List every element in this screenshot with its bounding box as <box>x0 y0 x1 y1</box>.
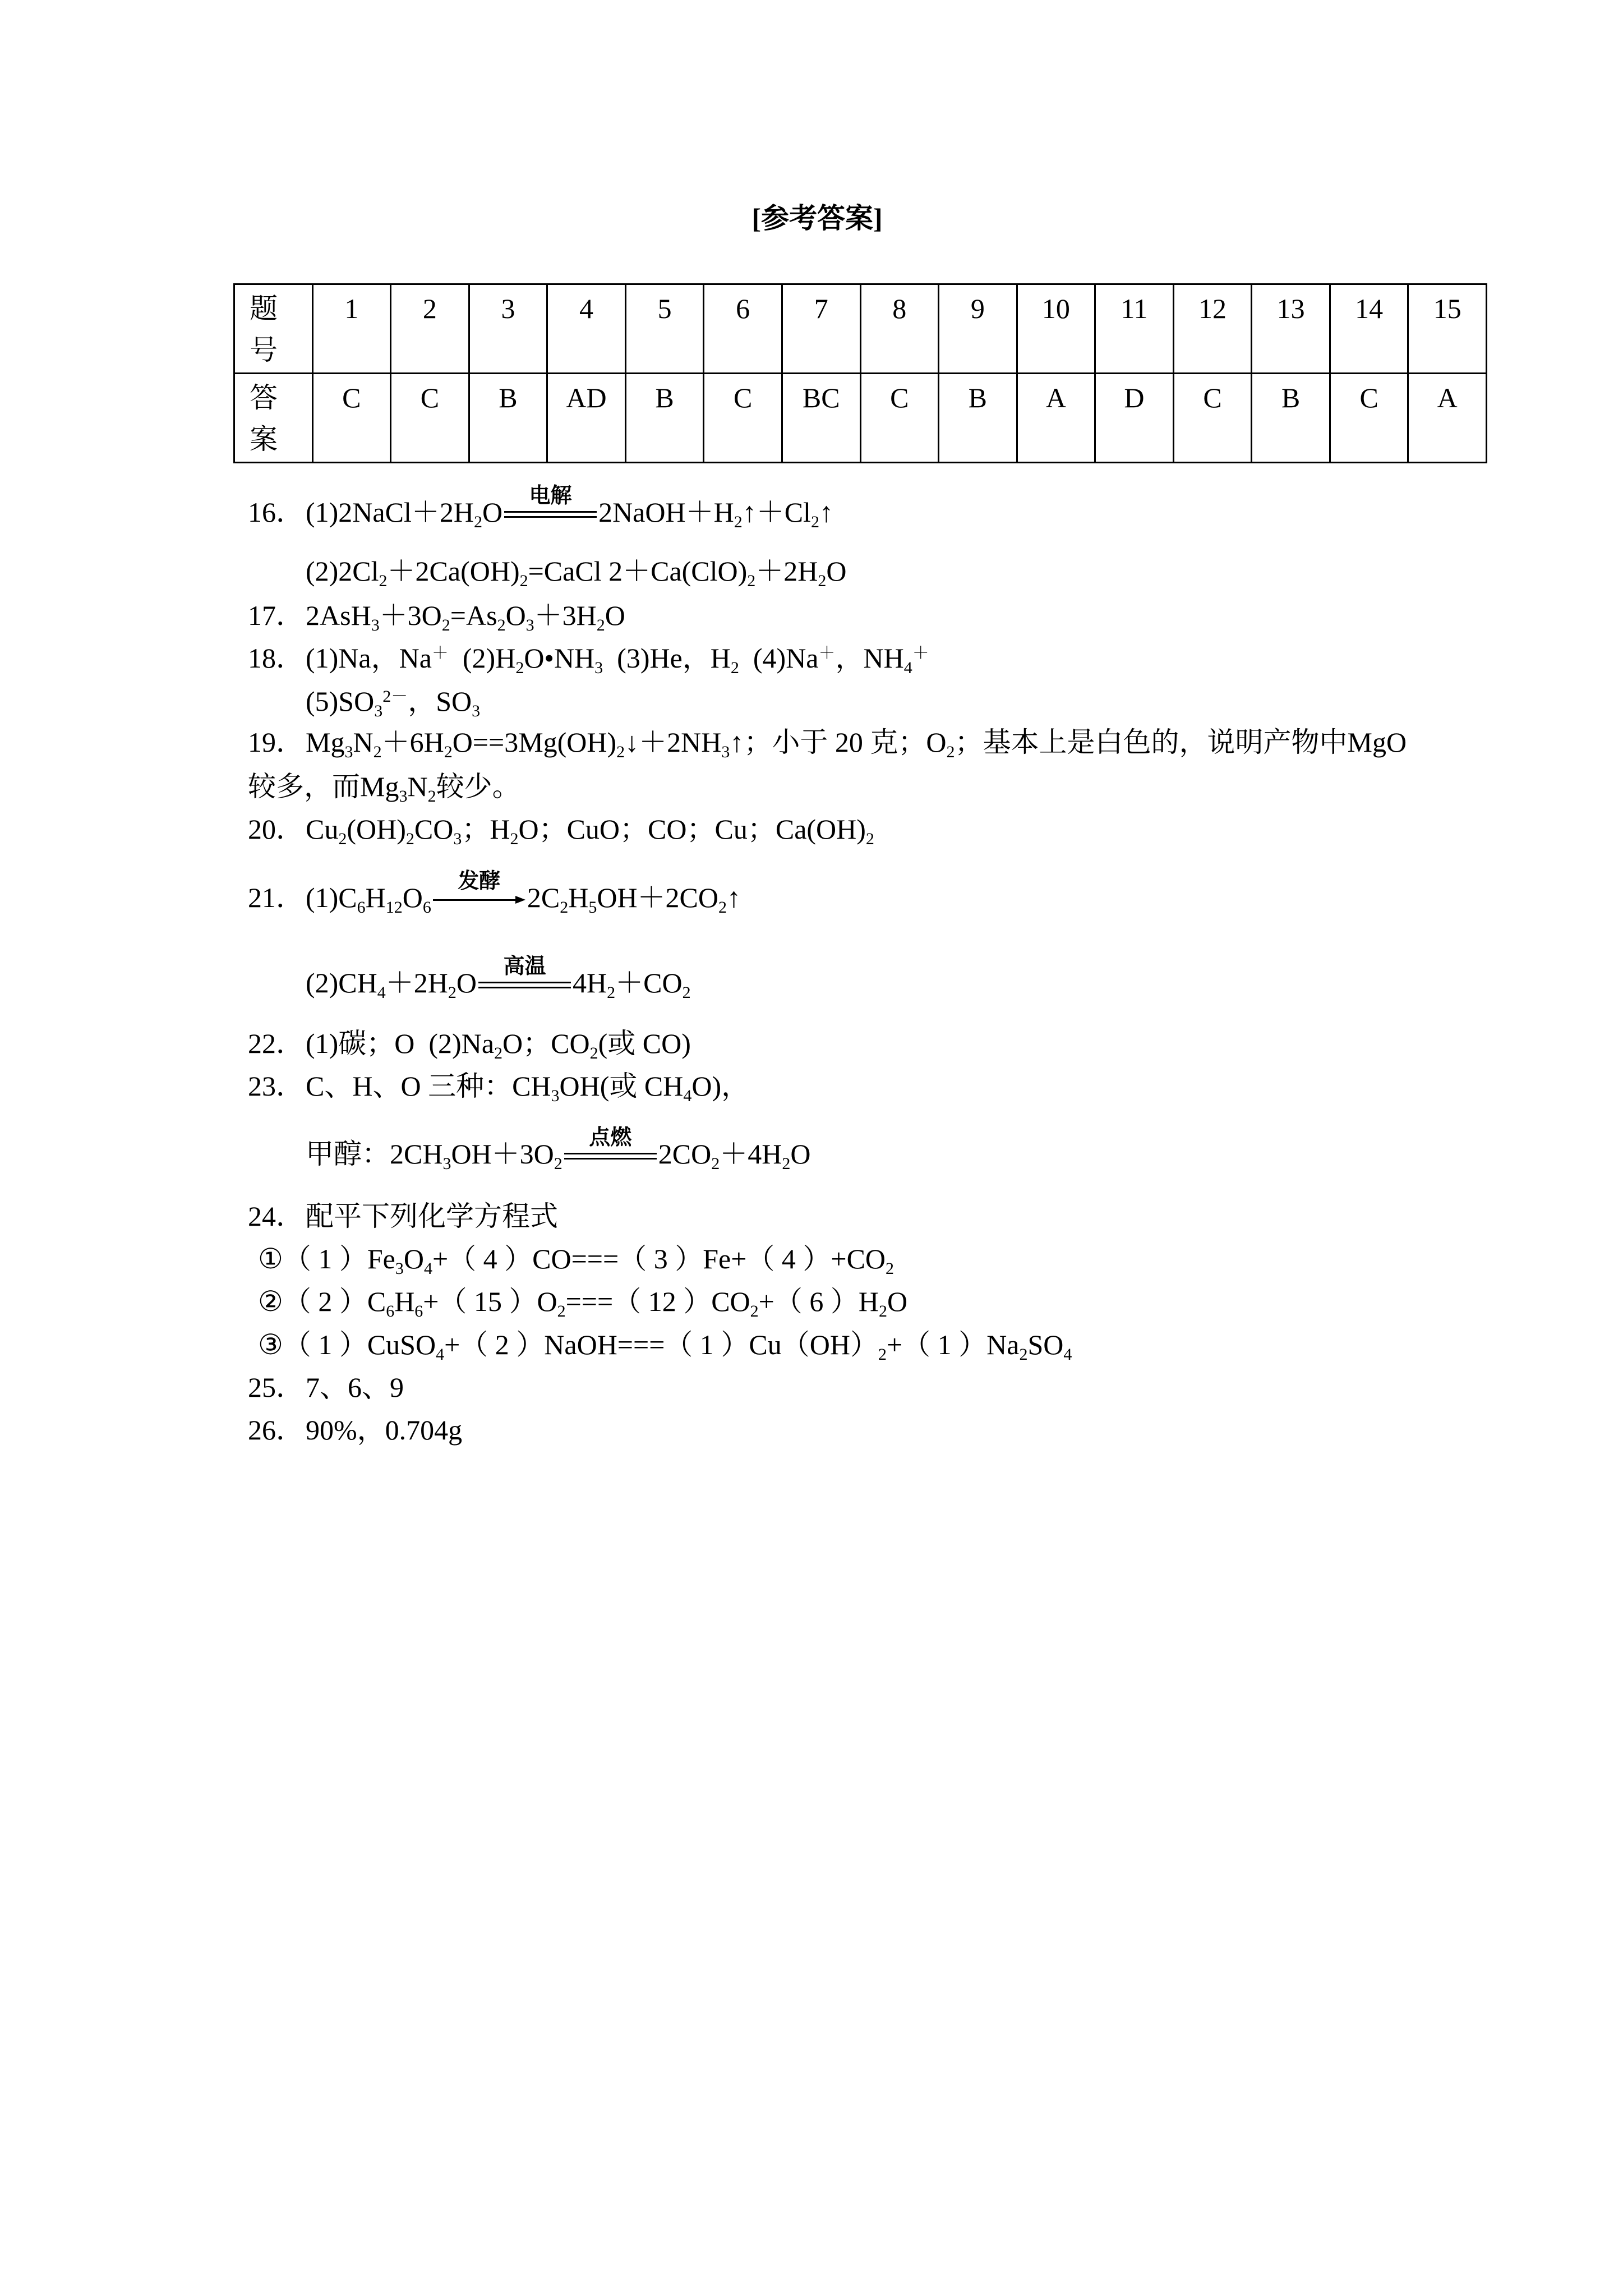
text-run: (4)Na <box>739 642 819 674</box>
row-label-cell <box>234 284 313 374</box>
text-run: (1)Na，Na <box>306 642 432 674</box>
answer-23-line-1 <box>248 1066 749 1106</box>
text-run: O <box>826 555 847 587</box>
text-run: O <box>790 1138 811 1170</box>
text-run: +（ 4 ）CO===（ 3 ）Fe+（ 4 ）+CO <box>432 1243 886 1274</box>
subscript: 2 <box>427 786 436 806</box>
answer-24-equation-1 <box>258 1239 894 1278</box>
text-run: +（ 1 ）Na <box>886 1329 1020 1360</box>
subscript: 4 <box>683 1086 692 1105</box>
text-run: SO <box>1027 1329 1064 1360</box>
reaction-condition <box>504 482 597 522</box>
question-number-label: 题号 <box>250 293 278 366</box>
arrow-head-icon <box>515 896 525 904</box>
answer-number: 24． <box>248 1200 304 1232</box>
text-run: O==3Mg(OH) <box>452 726 617 758</box>
text-run: ===（ 12 ）CO <box>565 1286 750 1317</box>
answer-cell: C <box>391 374 469 463</box>
subscript: 2 <box>448 983 457 1002</box>
subscript: 3 <box>442 1154 451 1173</box>
subscript: 2 <box>1019 1345 1028 1364</box>
question-number-cell: 5 <box>625 284 704 374</box>
text-run: Cu <box>306 813 339 845</box>
question-number-cell: 10 <box>1017 284 1095 374</box>
question-number-cell: 15 <box>1408 284 1487 374</box>
answer-24-equation-2 <box>258 1282 907 1321</box>
answer-21-line-2 <box>306 953 691 1002</box>
subscript: 2 <box>734 512 743 531</box>
answer-24-equation-3 <box>258 1325 1072 1364</box>
subscript: 2 <box>554 1154 562 1173</box>
text-run: =CaCl 2＋Ca(ClO) <box>528 555 748 587</box>
answer-text <box>306 953 691 1002</box>
text-run: Mg <box>306 726 345 758</box>
text-run: 90%，0.704g <box>306 1414 463 1446</box>
subscript: 12 <box>385 898 403 917</box>
text-run: ②（ 2 ）C <box>258 1286 386 1317</box>
question-number-cell: 6 <box>704 284 782 374</box>
subscript: 2 <box>810 512 819 531</box>
text-run: O；CO <box>502 1028 590 1059</box>
subscript: 2 <box>878 1301 887 1320</box>
answer-cell: A <box>1017 374 1095 463</box>
text-run: (1)C <box>306 882 357 913</box>
subscript: 3 <box>525 615 534 634</box>
subscript: 2 <box>441 615 450 634</box>
subscript: 2 <box>510 829 519 848</box>
text-run: O <box>403 1243 424 1274</box>
page-title: [参考答案] <box>751 203 883 234</box>
subscript: 2 <box>730 658 739 677</box>
text-run: OH＋2CO <box>597 882 719 913</box>
subscript: 2 <box>747 571 756 590</box>
text-run: O；CuO；CO；Cu；Ca(OH) <box>518 813 866 845</box>
text-run: 较少。 <box>436 771 520 802</box>
answer-number: 22． <box>248 1028 304 1059</box>
text-run: (1)碳；O (2)Na <box>306 1028 495 1059</box>
text-run: H <box>394 1286 415 1317</box>
answer-text <box>306 1372 404 1403</box>
text-run: ③（ 1 ）CuSO <box>258 1329 436 1360</box>
answer-24-line-1 <box>248 1197 558 1236</box>
text-run: +（ 15 ）O <box>423 1286 557 1317</box>
text-run: OH＋3O <box>451 1138 554 1170</box>
question-number-cell: 1 <box>312 284 391 374</box>
answer-text <box>306 642 929 677</box>
subscript: 6 <box>422 898 431 917</box>
text-run: 配平下列化学方程式 <box>306 1200 558 1232</box>
subscript: 3 <box>551 1086 560 1105</box>
answer-cell: B <box>1252 374 1330 463</box>
text-run: =As <box>450 600 497 631</box>
question-number-cell: 2 <box>391 284 469 374</box>
reaction-condition-label: 电解 <box>529 482 572 508</box>
answer-text <box>258 1243 895 1278</box>
subscript: 2 <box>878 1345 887 1364</box>
answer-number: 23． <box>248 1070 304 1102</box>
subscript: 4 <box>1063 1345 1072 1364</box>
text-run: (2)CH <box>306 967 377 999</box>
answer-text <box>306 1124 811 1173</box>
subscript: 3 <box>395 1259 404 1278</box>
answer-text <box>306 1200 558 1232</box>
text-run: O <box>456 967 477 999</box>
text-run: ＋2H <box>755 555 818 587</box>
subscript: 4 <box>377 983 386 1002</box>
answer-text <box>306 1028 691 1062</box>
reaction-condition <box>564 1124 657 1164</box>
text-run: H <box>568 882 589 913</box>
subscript: 4 <box>436 1345 445 1364</box>
text-run: ＋2H <box>385 967 448 999</box>
question-number-cell: 3 <box>469 284 547 374</box>
subscript: 4 <box>423 1259 432 1278</box>
answer-number: 21． <box>248 882 304 913</box>
reaction-condition-label: 点燃 <box>589 1124 632 1149</box>
answer-21-line-1 <box>248 868 741 917</box>
subscript: 2 <box>589 1043 598 1062</box>
subscript: 3 <box>371 615 380 634</box>
answer-text <box>306 868 741 917</box>
subscript: 2 <box>444 742 453 761</box>
answer-cell: B <box>469 374 547 463</box>
answer-text <box>258 1329 1072 1364</box>
answer-18-line-1 <box>248 638 929 678</box>
text-run: O <box>605 600 625 631</box>
answer-cell: C <box>1173 374 1252 463</box>
answer-cell: AD <box>547 374 626 463</box>
text-run: O <box>505 600 526 631</box>
answer-number: 19． <box>248 726 304 758</box>
subscript: 4 <box>903 658 912 677</box>
subscript: 2 <box>338 829 347 848</box>
text-run: ＋CO <box>615 967 683 999</box>
text-run: (2)H <box>448 642 516 674</box>
subscript: 2 <box>718 898 727 917</box>
superscript: ＋ <box>912 643 929 662</box>
text-run: O•NH <box>524 642 595 674</box>
answer-cell: B <box>625 374 704 463</box>
text-run: ＋3O <box>379 600 442 631</box>
subscript: 2 <box>497 615 506 634</box>
answer-text <box>306 685 481 720</box>
subscript: 3 <box>453 829 462 848</box>
text-run: +（ 6 ）H <box>758 1286 879 1317</box>
text-run: 2NaOH＋H <box>598 496 734 528</box>
subscript: 2 <box>682 983 691 1002</box>
text-run: C、H、O 三种：CH <box>306 1070 551 1102</box>
text-run: ＋6H <box>381 726 444 758</box>
answer-cell: BC <box>782 374 860 463</box>
double-line-equals-icon <box>478 982 571 988</box>
subscript: 6 <box>414 1301 423 1320</box>
question-number-cell: 14 <box>1330 284 1408 374</box>
question-number-cell: 4 <box>547 284 626 374</box>
answer-text <box>306 1070 750 1105</box>
subscript: 2 <box>405 829 414 848</box>
subscript: 2 <box>865 829 874 848</box>
superscript: ＋ <box>431 643 449 662</box>
arrow-shaft <box>433 899 518 901</box>
text-run: ，SO <box>408 685 472 717</box>
answer-number: 18． <box>248 642 304 674</box>
answer-22-line-1 <box>248 1024 691 1063</box>
answer-cell: C <box>312 374 391 463</box>
text-run: ＋3H <box>534 600 597 631</box>
text-run: 2AsH <box>306 600 371 631</box>
text-run: 甲醇：2CH <box>306 1138 443 1170</box>
text-run: ＋4H <box>720 1138 782 1170</box>
answer-text <box>306 1414 462 1446</box>
subscript: 2 <box>473 512 482 531</box>
answer-23-line-2 <box>306 1124 811 1174</box>
reaction-condition-label: 高温 <box>503 953 546 978</box>
text-run: N <box>407 771 428 802</box>
reaction-condition-label: 发酵 <box>458 868 501 893</box>
answer-cell: C <box>860 374 939 463</box>
answer-25-line-1 <box>248 1368 404 1407</box>
text-run: ↑＋Cl <box>742 496 811 528</box>
answer-20-line-1 <box>248 809 874 849</box>
text-run: O <box>887 1286 908 1317</box>
superscript: ＋ <box>818 643 836 662</box>
answer-26-line-1 <box>248 1410 462 1450</box>
answer-number: 16． <box>248 496 304 528</box>
subscript: 2 <box>782 1154 791 1173</box>
text-run: (5)SO <box>306 685 375 717</box>
subscript: 2 <box>607 983 616 1002</box>
subscript: 2 <box>750 1301 759 1320</box>
subscript: 6 <box>386 1301 395 1320</box>
answer-text <box>306 600 625 634</box>
text-run: O <box>402 882 423 913</box>
answer-text <box>248 771 520 806</box>
text-run: 2C <box>527 882 560 913</box>
text-run: ↑ <box>727 882 741 913</box>
double-line-equals-icon <box>504 511 597 518</box>
question-number-cell: 11 <box>1095 284 1174 374</box>
text-run: (OH) <box>347 813 406 845</box>
answer-19-line-1 <box>248 723 1407 762</box>
subscript: 3 <box>472 701 481 720</box>
text-run: +（ 2 ）NaOH===（ 1 ）Cu（OH） <box>444 1329 878 1360</box>
answer-table <box>233 283 1487 463</box>
subscript: 3 <box>399 786 408 806</box>
answer-18-line-2 <box>306 682 480 721</box>
text-run: O <box>482 496 503 528</box>
subscript: 2 <box>560 898 569 917</box>
answer-label: 答案 <box>250 382 278 455</box>
question-number-cell: 8 <box>860 284 939 374</box>
text-run: ＋2Ca(OH) <box>387 555 520 587</box>
subscript: 2 <box>519 571 528 590</box>
text-run: OH(或 CH <box>559 1070 684 1102</box>
text-run: O)， <box>691 1070 750 1102</box>
double-line-equals-icon <box>564 1153 657 1159</box>
text-run: ↑；小于 20 克；O <box>730 726 947 758</box>
answer-cell: C <box>704 374 782 463</box>
subscript: 3 <box>344 742 353 761</box>
answer-19-line-2 <box>248 767 520 806</box>
answer-text <box>306 482 833 531</box>
text-run: ，NH <box>835 642 904 674</box>
answer-17-line-1 <box>248 596 625 635</box>
subscript: 2 <box>596 615 605 634</box>
subscript: 2 <box>616 742 625 761</box>
text-run: H <box>365 882 386 913</box>
subscript: 3 <box>721 742 730 761</box>
question-number-row <box>234 284 1487 374</box>
subscript: 2 <box>886 1259 895 1278</box>
question-number-cell: 13 <box>1252 284 1330 374</box>
subscript: 5 <box>588 898 597 917</box>
reaction-condition <box>433 868 525 908</box>
answer-number: 17． <box>248 600 304 631</box>
answer-cell: D <box>1095 374 1174 463</box>
answer-cell: C <box>1330 374 1408 463</box>
text-run: ；H <box>462 813 510 845</box>
text-run: N <box>353 726 374 758</box>
subscript: 2 <box>373 742 382 761</box>
answer-number: 25． <box>248 1372 304 1403</box>
subscript: 2 <box>818 571 827 590</box>
text-run: ↑ <box>819 496 833 528</box>
text-run: ↓＋2NH <box>625 726 722 758</box>
subscript: 6 <box>357 898 366 917</box>
subscript: 2 <box>711 1154 720 1173</box>
answer-text <box>258 1286 908 1320</box>
subscript: 2 <box>557 1301 566 1320</box>
question-number-cell: 9 <box>939 284 1017 374</box>
text-run: 4H <box>572 967 607 999</box>
answer-row <box>234 374 1487 463</box>
answer-16-line-1 <box>248 482 833 532</box>
text-run: ；基本上是白色的，说明产物中MgO <box>955 726 1407 758</box>
answer-text <box>306 813 874 848</box>
answer-number: 20． <box>248 813 304 845</box>
answer-cell: B <box>939 374 1017 463</box>
text-run: (或 CO) <box>598 1028 691 1059</box>
answer-text <box>306 726 1407 761</box>
answer-cell: A <box>1408 374 1487 463</box>
text-run: 7、6、9 <box>306 1372 404 1403</box>
superscript: 2－ <box>382 687 408 706</box>
subscript: 2 <box>946 742 955 761</box>
subscript: 3 <box>374 701 383 720</box>
answer-16-line-2 <box>306 551 847 591</box>
text-run: CO <box>414 813 454 845</box>
text-run: 2CO <box>658 1138 712 1170</box>
subscript: 2 <box>494 1043 503 1062</box>
answer-number: 26． <box>248 1414 304 1446</box>
reaction-condition <box>478 953 571 993</box>
question-number-cell: 12 <box>1173 284 1252 374</box>
text-run: (2)2Cl <box>306 555 379 587</box>
text-run: (3)He，H <box>603 642 731 674</box>
text-run: 较多，而Mg <box>248 771 399 802</box>
answer-text <box>306 555 847 590</box>
subscript: 3 <box>594 658 603 677</box>
text-run: (1)2NaCl＋2H <box>306 496 474 528</box>
subscript: 2 <box>379 571 388 590</box>
question-number-cell: 7 <box>782 284 860 374</box>
row-label-cell <box>234 374 313 463</box>
text-run: ①（ 1 ）Fe <box>258 1243 395 1274</box>
subscript: 2 <box>515 658 524 677</box>
